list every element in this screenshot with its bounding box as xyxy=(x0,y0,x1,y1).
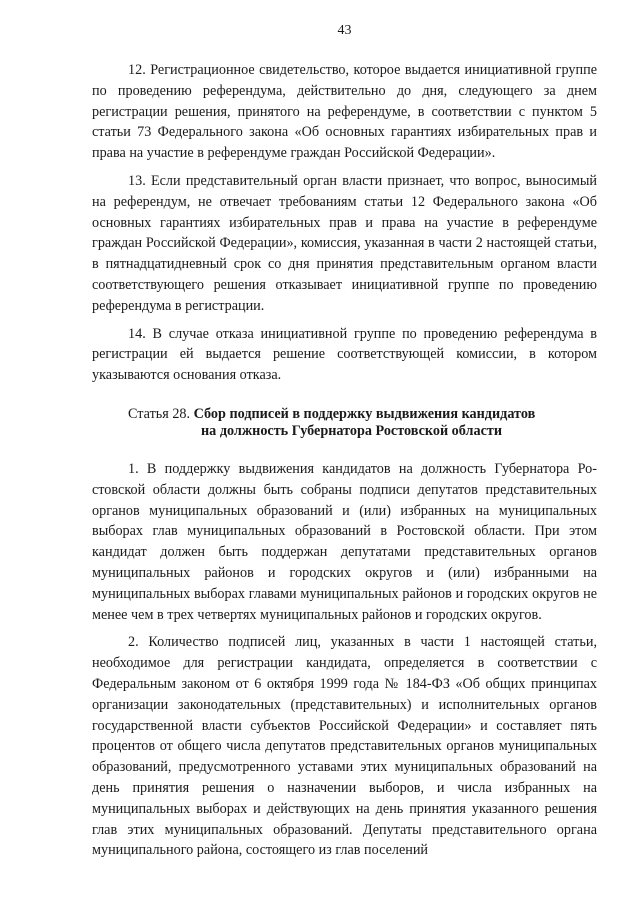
article-label: Статья 28. xyxy=(128,405,191,422)
article-paragraph-2: 2. Количество подписей лиц, указанных в части 1 настоящей статьи, необходимое для регистрации кандидата, определяется в соответствии с Федеральным законом от 6 октября 1999 года № 184-ФЗ «Об общих принципах организации законодательных (представительных) и исполнительных органов государственной власти субъектов Российской Федерации» и составляет пять процентов от общего числа депутатов представительных органов муниципальных образований, предусмотренного уставами этих муниципальных образований на день принятия решения о назначении выборов, и числа избранных на муниципальных выборах и действующих на день принятия указанного решения глав этих муниципальных образований. Депутаты представительного органа муниципального района, состоящего из глав поселений xyxy=(92,634,597,859)
article-paragraph-1: 1. В поддержку выдвижения кандидатов на должность Губернатора Ростовской области должны быть собраны подписи депутатов представительных органов муниципальных образований и (или) избранных на муниципальных выборах глав муниципальных образований в Ростовской области. При этом кандидат должен быть поддержан депутатами представительных органов муниципальных районов и городских округов и (или) избранными на муниципальных выборах главами муниципальных районов и городских округов не менее чем в трех четвертях муниципальных районов и городских округов. xyxy=(92,460,597,623)
paragraph-13: 13. Если представительный орган власти признает, что вопрос, выносимый на референдум, не отвечает требованиям статьи 12 Федерального закона «Об основных гарантиях избирательных прав и права на участие в референдуме граждан Российской Федерации», комиссия, указанная в части 2 настоящей статьи, в пятнадцатидневный срок со дня принятия представительным органом власти соответствующего решения отказывает инициативной группе по проведению референдума в регистрации. xyxy=(92,172,597,314)
page-number: 43 xyxy=(337,23,352,38)
article-title-line2: на должность Губернатора Ростовской области xyxy=(201,423,503,440)
paragraph-12: 12. Регистрационное свидетельство, которое выдается инициативной группе по проведению референдума, действительно до дня, следующего за днем регистрации решения, принятого на референдуме, в соответствии с пунктом 5 статьи 73 Федерального закона «Об основных гарантиях избирательных прав и права на участие в референдуме граждан Российской Федерации». xyxy=(92,62,597,162)
article-heading xyxy=(92,406,597,441)
document-page xyxy=(92,22,597,861)
article-heading-line1 xyxy=(92,406,597,424)
paragraph-14: 14. В случае отказа инициативной группе по проведению референдума в регистрации ей выдается решение соответствующей комиссии, в котором указываются основания отказа. xyxy=(92,325,597,384)
article-title-line1: Сбор подписей в поддержку выдвижения кандидатов xyxy=(193,405,536,422)
